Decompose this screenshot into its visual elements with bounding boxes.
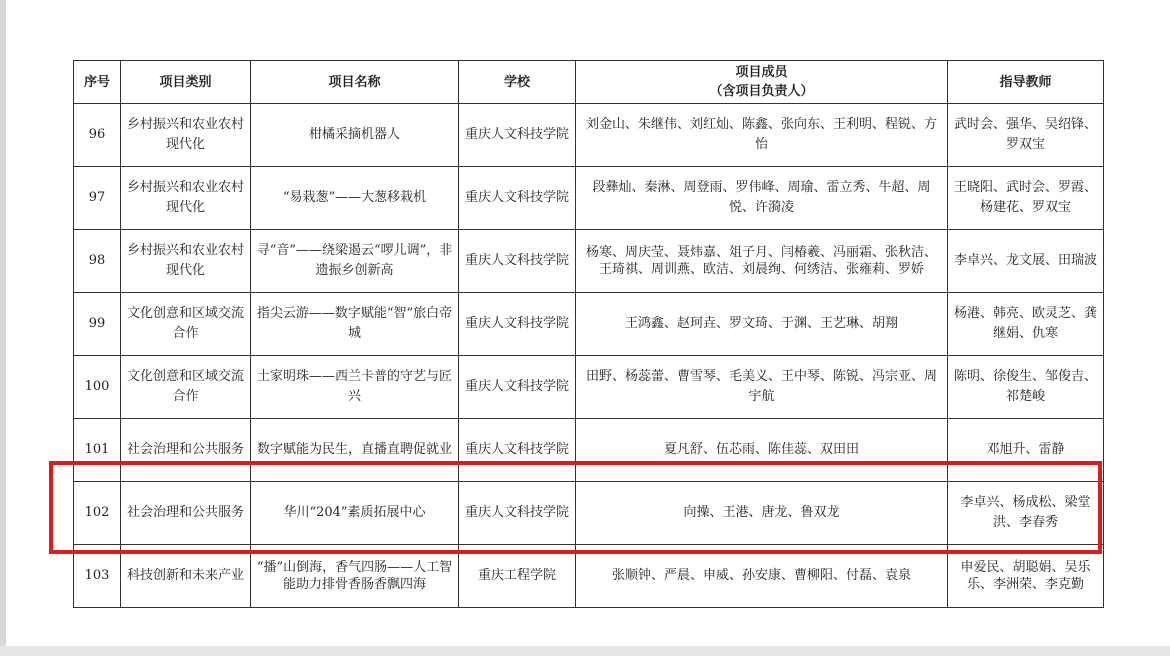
- cell-school: 重庆人文科技学院: [459, 230, 576, 293]
- table-row: [74, 293, 1104, 356]
- cell-school: 重庆人文科技学院: [459, 356, 576, 419]
- cell-advisors: 邓旭升、雷静: [948, 419, 1104, 482]
- cell-members: 夏凡舒、伍芯雨、陈佳蕊、双田田: [576, 419, 948, 482]
- cell-project-name: “易栽葱”——大葱移栽机: [251, 167, 459, 230]
- cell-project-name: 寻“音”——绕梁遏云“啰儿调”，非遗振乡创新高: [251, 230, 459, 293]
- header-advisors: 指导教师: [948, 61, 1104, 104]
- cell-category: 文化创意和区域交流合作: [121, 293, 251, 356]
- cell-members: 田野、杨蕊蕾、曹雪琴、毛美义、王中琴、陈锐、冯宗亚、周宇航: [576, 356, 948, 419]
- cell-project-name: 华川“204”素质拓展中心: [251, 482, 459, 545]
- table-row: [74, 545, 1104, 608]
- page-left-edge: [0, 0, 6, 656]
- cell-category: 社会治理和公共服务: [121, 482, 251, 545]
- table-row: [74, 104, 1104, 167]
- table-row-highlighted: [74, 482, 1104, 545]
- cell-category: 科技创新和未来产业: [121, 545, 251, 608]
- cell-advisors: 王晓阳、武时会、罗霞、杨建花、罗双宝: [948, 167, 1104, 230]
- header-index: 序号: [74, 61, 121, 104]
- header-category: 项目类别: [121, 61, 251, 104]
- cell-category: 乡村振兴和农业农村现代化: [121, 167, 251, 230]
- cell-school: 重庆人文科技学院: [459, 482, 576, 545]
- table-header-row: [74, 61, 1104, 104]
- cell-school: 重庆人文科技学院: [459, 167, 576, 230]
- cell-project-name: 指尖云游——数字赋能“智”旅白帝城: [251, 293, 459, 356]
- cell-members: 刘金山、朱继伟、刘红灿、陈鑫、张向东、王利明、程锐、方怡: [576, 104, 948, 167]
- cell-index: 102: [74, 482, 121, 545]
- cell-advisors: 李卓兴、杨成松、梁堂洪、李春秀: [948, 482, 1104, 545]
- cell-members: 段彝灿、秦淋、周登雨、罗伟峰、周瑜、雷立秀、牛超、周悦、许漪凌: [576, 167, 948, 230]
- cell-index: 103: [74, 545, 121, 608]
- cell-project-name: 土家明珠——西兰卡普的守艺与匠兴: [251, 356, 459, 419]
- cell-index: 101: [74, 419, 121, 482]
- project-table: [73, 60, 1104, 608]
- cell-school: 重庆人文科技学院: [459, 419, 576, 482]
- cell-school: 重庆人文科技学院: [459, 104, 576, 167]
- cell-advisors: 李卓兴、龙文展、田瑞波: [948, 230, 1104, 293]
- cell-index: 96: [74, 104, 121, 167]
- cell-members: 张顺钟、严晨、申威、孙安康、曹柳阳、付磊、袁泉: [576, 545, 948, 608]
- cell-category: 乡村振兴和农业农村现代化: [121, 230, 251, 293]
- cell-advisors: 陈明、徐俊生、邹俊吉、祁楚峻: [948, 356, 1104, 419]
- header-members: 项目成员 （含项目负责人）: [576, 61, 948, 104]
- cell-project-name: 数字赋能为民生，直播直聘促就业: [251, 419, 459, 482]
- page-bottom-edge: [0, 646, 1170, 656]
- table-row: [74, 419, 1104, 482]
- table-row: [74, 356, 1104, 419]
- cell-index: 97: [74, 167, 121, 230]
- cell-category: 乡村振兴和农业农村现代化: [121, 104, 251, 167]
- table-row: [74, 230, 1104, 293]
- cell-category: 文化创意和区域交流合作: [121, 356, 251, 419]
- table-row: [74, 167, 1104, 230]
- cell-index: 99: [74, 293, 121, 356]
- cell-advisors: 武时会、强华、吴绍锋、罗双宝: [948, 104, 1104, 167]
- cell-members: 向操、王港、唐龙、鲁双龙: [576, 482, 948, 545]
- cell-members: 王鸿鑫、赵珂垚、罗文琦、于渊、王艺琳、胡翔: [576, 293, 948, 356]
- cell-index: 98: [74, 230, 121, 293]
- cell-advisors: 杨港、韩亮、欧灵芝、龚继娟、仇寒: [948, 293, 1104, 356]
- cell-project-name: “播”山倒海，香气四肠——人工智能助力排骨香肠香飘四海: [251, 545, 459, 608]
- cell-school: 重庆人文科技学院: [459, 293, 576, 356]
- cell-members: 杨寒、周庆莹、聂炜嘉、俎子月、闫椿羲、冯丽霜、张秋洁、王琦祺、周训燕、欧洁、刘晨绚、何绣洁、张雍莉、罗娇: [576, 230, 948, 293]
- cell-advisors: 申爱民、胡聪娟、吴乐乐、李洲荣、李克勤: [948, 545, 1104, 608]
- cell-project-name: 柑橘采摘机器人: [251, 104, 459, 167]
- cell-school: 重庆工程学院: [459, 545, 576, 608]
- cell-category: 社会治理和公共服务: [121, 419, 251, 482]
- header-school: 学校: [459, 61, 576, 104]
- header-project-name: 项目名称: [251, 61, 459, 104]
- cell-index: 100: [74, 356, 121, 419]
